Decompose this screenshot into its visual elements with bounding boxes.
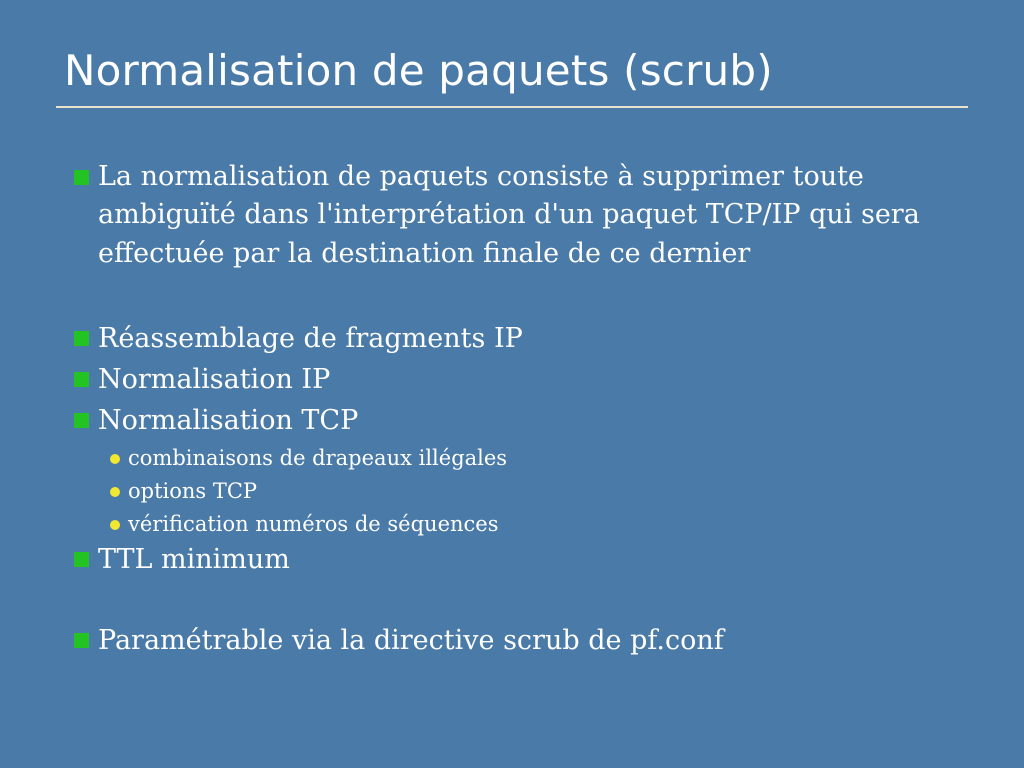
sub-list-item-label: options TCP [128, 478, 258, 503]
square-bullet-icon [74, 552, 89, 567]
sub-list-item [110, 508, 974, 541]
sub-list-item [110, 442, 974, 475]
list-item [74, 360, 974, 399]
sub-list-item-label: combinaisons de drapeaux illégales [128, 446, 508, 471]
list-item-label: TTL minimum [98, 544, 290, 576]
title-block [56, 48, 968, 108]
intro-text: La normalisation de paquets consiste à supprimer toute ambiguïté dans l'interprétation d'un paquet TCP/IP qui sera effectuée par la destination finale de ce dernier [98, 161, 920, 269]
square-bullet-icon [74, 372, 89, 387]
dot-bullet-icon [110, 487, 120, 497]
list-item [74, 540, 974, 579]
square-bullet-icon [74, 633, 89, 648]
list-item-label: Normalisation TCP [98, 405, 359, 437]
square-bullet-icon [74, 331, 89, 346]
list-item [74, 158, 974, 273]
page-title: Normalisation de paquets (scrub) [64, 46, 773, 95]
square-bullet-icon [74, 170, 89, 185]
square-bullet-icon [74, 413, 89, 428]
list-item [74, 319, 974, 358]
slide-content [74, 158, 974, 662]
sub-list-item-label: vérification numéros de séquences [128, 511, 499, 536]
sub-list-item [110, 475, 974, 508]
dot-bullet-icon [110, 520, 120, 530]
footer-item-label: Paramétrable via la directive scrub de pf.conf [98, 625, 724, 657]
list-item-label: Normalisation IP [98, 364, 331, 396]
spacer [74, 581, 974, 621]
title-underline [56, 106, 968, 108]
list-item-label: Réassemblage de fragments IP [98, 322, 523, 354]
spacer [74, 275, 974, 319]
list-item [74, 401, 974, 440]
dot-bullet-icon [110, 454, 120, 464]
list-item [74, 621, 974, 660]
